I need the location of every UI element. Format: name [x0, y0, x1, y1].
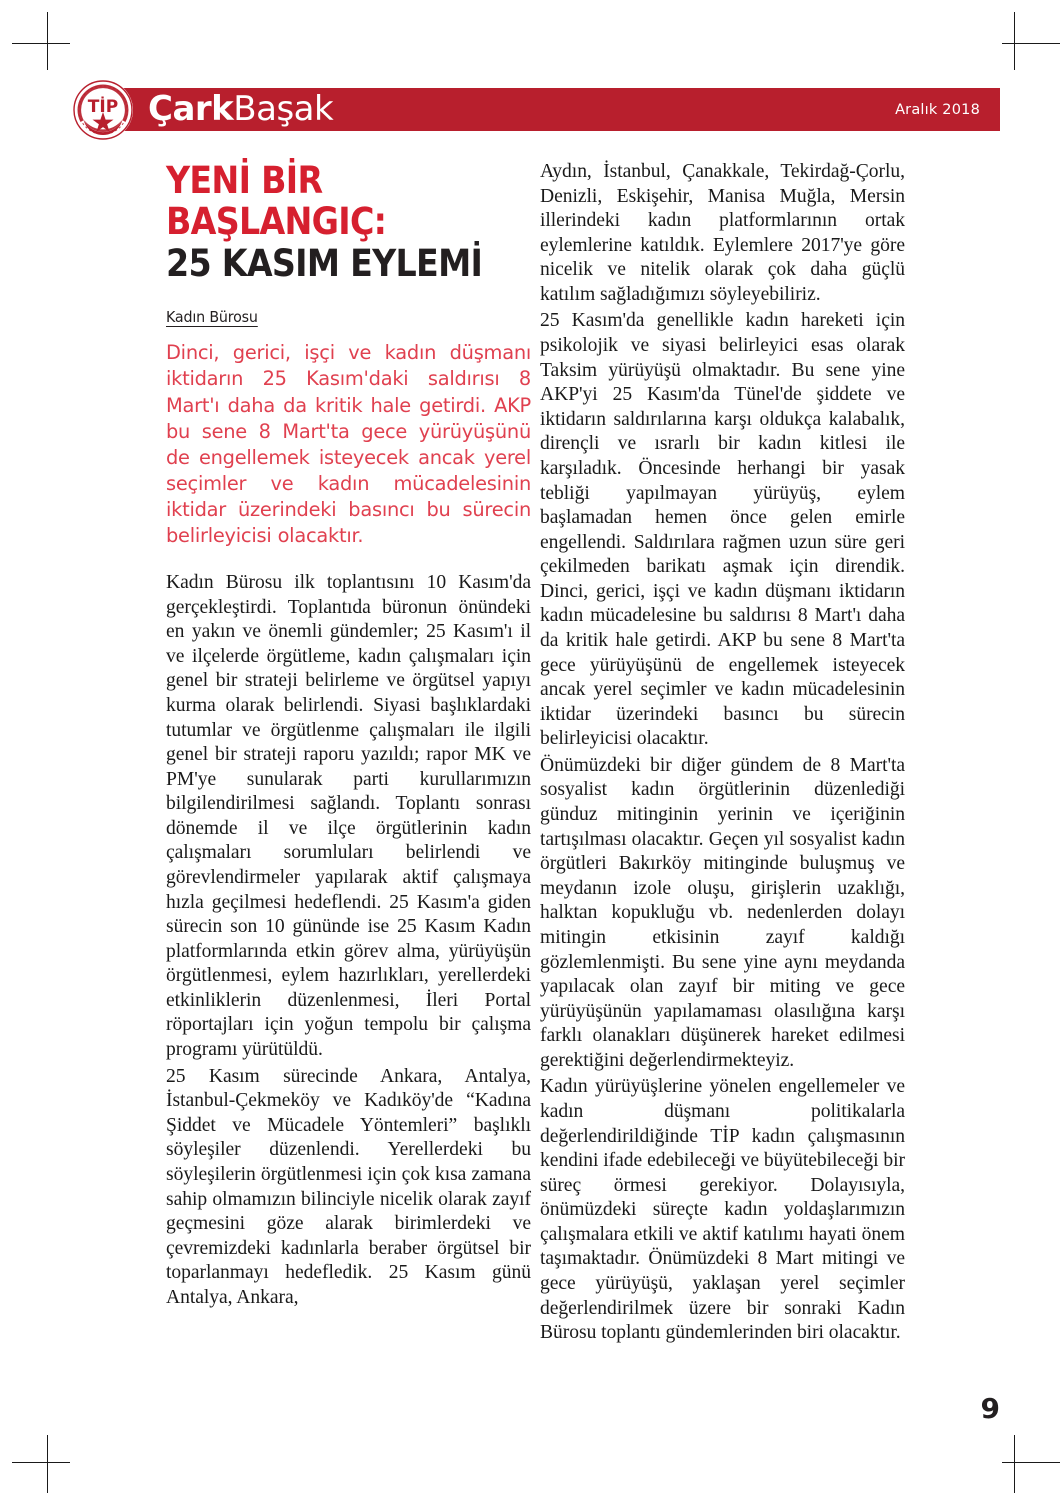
crop-mark-top-left-horizontal	[12, 43, 70, 44]
masthead-bar	[108, 88, 1000, 131]
issue-date: Aralık 2018	[895, 101, 980, 118]
body-paragraph: Kadın Bürosu ilk toplantısını 10 Kasım'da gerçekleştirdi. Toplantıda büronun önündeki en yakın ve önemli gündemler; 25 Kasım'ı il ve ilçelerde örgütleme, kadın çalışmaları için genel bir strateji belirleme ve örgütsel yapıyı kurma olarak belirlendi. Siyasi başlıklardaki tutumlar ve örgütlenme çalışmaları ile ilgili genel bir strateji raporu yazıldı; rapor MK ve PM'ye sunularak parti kurullarımızın bilgilendirilmesi sağlandı. Toplantı sonrası dönemde il ve ilçe örgütlerinin kadın çalışmaları sorumluları belirlendi ve görevlendirmeler yapılarak aktif çalışmaya hızla geçilmesi hedeflendi. 25 Kasım'a giden sürecin son 10 gününde ise 25 Kasım Kadın platformlarında etkin görev alma, yürüyüşün örgütlenmesi, eylem hazırlıkları, yerellerdeki etkinliklerin düzenlenmesi, İleri Portal röportajları için yoğun tempolu bir çalışma programı yürütüldü.	[166, 572, 531, 1061]
article-lede: Dinci, gerici, işçi ve kadın düşmanı iktidarın 25 Kasım'daki saldırısı 8 Mart'ı daha da kritik hale getirdi. AKP bu sene 8 Mart'ta gece yürüyüşünü de engellemek isteyecek ancak yerel seçimler ve kadın mücadelesinin iktidar üzerindeki basıncı bu sürecin belirleyicisi olacaktır.	[166, 341, 531, 547]
article-headline	[166, 160, 531, 284]
publication-title	[148, 89, 333, 129]
crop-mark-bottom-left-vertical	[47, 1435, 48, 1493]
brand-name-light: Başak	[233, 88, 334, 129]
crop-mark-bottom-right-vertical	[1014, 1435, 1015, 1493]
article-byline: Kadın Bürosu	[166, 308, 258, 327]
crop-mark-top-left-vertical	[47, 12, 48, 70]
body-paragraph: 25 Kasım sürecinde Ankara, Antalya, İstanbul-Çekmeköy ve Kadıköy'de “Kadına Şiddet ve Mücadele Yöntemleri” başlıklı söyleşiler düzenlendi. Yerellerdeki bu söyleşilerin örgütlenmesi için çok kısa zamana sahip olmamızın bilinciyle nicelik olarak zayıf geçmesini göze alarak birimlerdeki ve çevremizdeki kadınlarla beraber örgütsel bir toparlanmayı hedefledik. 25 Kasım günü Antalya, Ankara,	[166, 1065, 531, 1308]
crop-mark-bottom-right-horizontal	[1002, 1462, 1060, 1463]
body-paragraph: 25 Kasım'da genellikle kadın hareketi için psikolojik ve siyasi belirleyici esas olarak Taksim yürüyüşü olmaktadır. Bu sene yine AKP'yi 25 Kasım'da Tünel'de şiddete ve iktidarın saldırılarına karşı oldukça kalabalık, dirençli ve ısrarlı bir kadın kitlesi ile karşıladık. Öncesinde herhangi bir yasak tebliği yapılmayan yürüyüş, eylem başlamadan hemen önce gelen emirle engellendi. Saldırılara rağmen uzun süre geri çekilmeden barikatı aşmak için direndik. Dinci, gerici, işçi ve kadın düşmanı iktidarın kadın mücadelesine bu saldırısı 8 Mart'ı daha da kritik hale getirdi. AKP bu sene 8 Mart'ta gece yürüyüşünü de engellemek isteyecek ancak yerel seçimler ve kadın mücadelesinin iktidar üzerindeki basıncı bu sürecin belirleyicisi olacaktır.	[540, 310, 905, 750]
headline-line-1: YENİ BİR BAŞLANGIÇ:	[166, 159, 387, 244]
left-column	[166, 160, 531, 1312]
brand-name-bold: Çark	[148, 88, 234, 129]
body-paragraph: Kadın yürüyüşlerine yönelen engellemeler ve kadın düşmanı politikalarla değerlendirildiğinde TİP kadın çalışmasının kendini ifade edebileceği ve büyütebileceği bir süreç örmesi gerekiyor. Dolayısıyla, önümüzdeki süreçte kadın yoldaşlarımızın çalışmalara etkili ve aktif katılımı hayati önem taşımaktadır. Önümüzdeki 8 Mart mitingi ve gece yürüyüşü, yaklaşan yerel seçimler değerlendirilmek üzere bir sonraki Kadın Bürosu toplantı gündemlerinden biri olacaktır.	[540, 1076, 905, 1344]
right-column	[540, 160, 905, 1348]
crop-mark-bottom-left-horizontal	[12, 1462, 70, 1463]
tip-party-logo-icon	[72, 79, 134, 141]
body-paragraph: Aydın, İstanbul, Çanakkale, Tekirdağ-Çorlu, Denizli, Eskişehir, Manisa Muğla, Mersin illerindeki kadın platformlarının ortak eylemlerine katıldık. Eylemlere 2017'ye göre nicelik ve nitelik olarak çok daha güçlü katılım sağladığımızı söyleyebiliriz.	[540, 161, 905, 305]
crop-mark-top-right-vertical	[1014, 12, 1015, 70]
crop-mark-top-right-horizontal	[1002, 43, 1060, 44]
page-number: 9	[980, 1392, 1000, 1425]
logo-text: TİP	[87, 97, 119, 117]
body-paragraph: Önümüzdeki bir diğer gündem de 8 Mart'ta sosyalist kadın örgütlerinin düzenlediği günduz mitinginin yerinin ve içeriğinin tartışılması olacaktır. Geçen yıl sosyalist kadın örgütleri Bakırköy mitinginde buluşmuş ve meydanın izole oluşu, girişlerin uzaklığı, halktan kopukluğu vb. nedenlerden dolayı mitingin etkisinin zayıf kaldığı gözlemlenmişti. Bu sene yine aynı meydanda yapılacak olan zayıf bir miting ve gece yürüyüşünün yapılamaması olasılığına karşı farklı olanakları düşünerek hareket edilmesi gerektiğini değerlendirmekteyiz.	[540, 754, 905, 1071]
headline-line-2: 25 KASIM EYLEMİ	[166, 241, 483, 285]
